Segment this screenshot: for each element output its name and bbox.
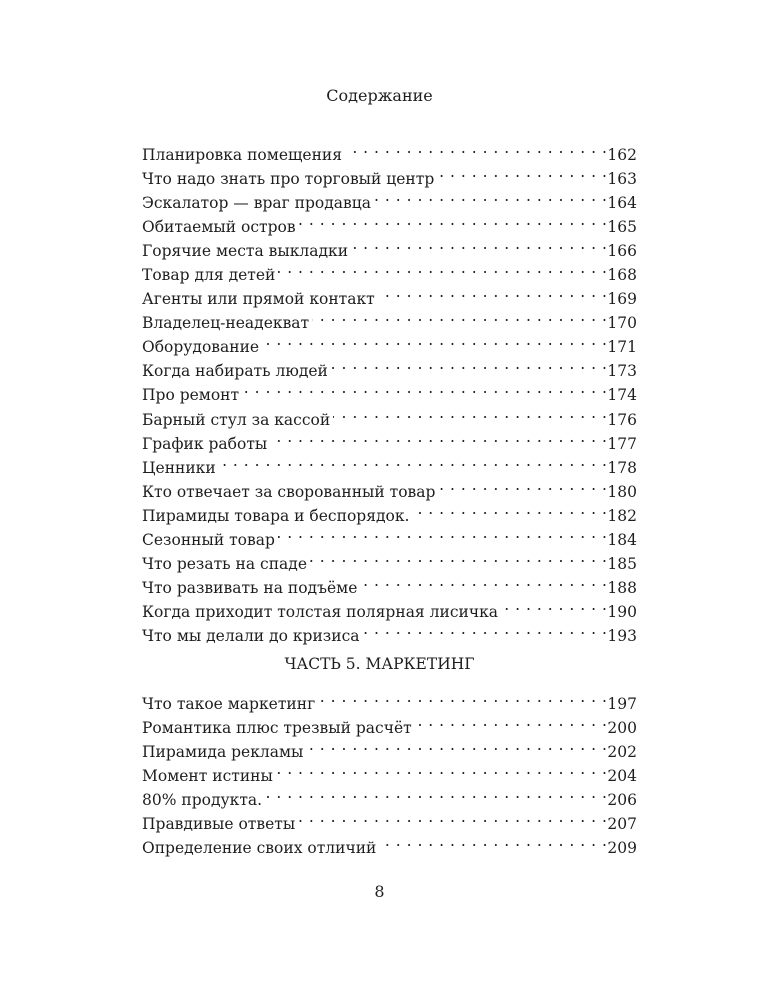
toc-entry-page: 165: [607, 218, 637, 237]
leader-dots: [412, 497, 607, 521]
leader-dots: [219, 449, 608, 473]
toc-entry-title: Пирамида рекламы: [142, 743, 304, 762]
toc-entry-page: 169: [607, 290, 637, 309]
toc-entry: [142, 136, 637, 164]
toc-entry-title: Момент истины: [142, 767, 273, 786]
toc-entry-page: 185: [607, 554, 637, 573]
toc-entry-page: 162: [607, 146, 637, 164]
leader-dots: [415, 709, 608, 733]
toc-entry-title: Барный стул за кассой: [142, 410, 331, 429]
toc-entry-page: 178: [607, 458, 637, 477]
leader-dots: [379, 829, 607, 853]
toc-entry-title: Сезонный товар: [142, 530, 275, 549]
leader-dots: [306, 733, 607, 757]
toc-entry-page: 163: [607, 170, 637, 189]
toc-entry-page: 182: [607, 506, 637, 525]
toc-entry-page: 209: [607, 839, 637, 858]
toc-entry-page: 173: [607, 362, 637, 381]
leader-dots: [345, 136, 607, 160]
toc-entry-page: 188: [607, 578, 637, 597]
toc-entry-title: Владелец-неадекват: [142, 314, 310, 333]
leader-dots: [270, 425, 607, 449]
leader-dots: [298, 805, 607, 829]
leader-dots: [276, 757, 608, 781]
toc-entry-title: Что такое маркетинг: [142, 695, 316, 713]
leader-dots: [333, 401, 607, 425]
toc-entry-page: 176: [607, 410, 637, 429]
toc-entry-page: 177: [607, 434, 637, 453]
leader-dots: [262, 328, 607, 352]
toc-entry-page: 171: [607, 338, 637, 357]
leader-dots: [312, 304, 607, 328]
toc-entry-title: 80% продукта.: [142, 791, 263, 810]
leader-dots: [378, 280, 608, 304]
toc-entry-page: 197: [607, 695, 637, 713]
toc-entry-title: Когда приходит толстая полярная лисичка: [142, 602, 499, 621]
toc-entry-title: Что мы делали до кризиса: [142, 626, 360, 645]
toc-entry-title: Определение своих отличий: [142, 839, 377, 858]
toc-entry-title: Обитаемый остров: [142, 218, 296, 237]
toc-entry-title: Оборудование: [142, 338, 260, 357]
toc-entry-page: 166: [607, 242, 637, 261]
toc-list: [142, 136, 637, 645]
leader-dots: [363, 617, 608, 641]
toc-entry-page: 202: [607, 743, 637, 762]
toc-entry-title: Планировка помещения: [142, 146, 343, 164]
toc-list-marketing: [142, 685, 637, 858]
toc-entry-page: 204: [607, 767, 637, 786]
leader-dots: [331, 352, 608, 376]
toc-entry-title: Что резать на спаде: [142, 554, 308, 573]
leader-dots: [374, 184, 607, 208]
page-title: Содержание: [326, 86, 433, 105]
toc-entry-title: Что надо знать про торговый центр: [142, 170, 435, 189]
toc-entry-page: 206: [607, 791, 637, 810]
toc-entry-title: Агенты или прямой контакт: [142, 290, 375, 309]
toc-entry-page: 190: [607, 602, 637, 621]
toc-entry-page: 193: [607, 626, 637, 645]
leader-dots: [242, 376, 607, 400]
toc-entry-page: 200: [607, 719, 637, 738]
toc-entry-page: 180: [607, 482, 637, 501]
leader-dots: [278, 256, 607, 280]
toc-entry-page: 207: [607, 815, 637, 834]
toc-entry-title: Правдивые ответы: [142, 815, 296, 834]
toc-entry-title: Когда набирать людей: [142, 362, 328, 381]
toc-entry-title: Про ремонт: [142, 386, 240, 405]
leader-dots: [360, 569, 607, 593]
toc-entry-page: 170: [607, 314, 637, 333]
toc-entry-title: Эскалатор — враг продавца: [142, 194, 371, 213]
leader-dots: [318, 685, 607, 709]
toc-entry-title: Ценники: [142, 458, 216, 477]
leader-dots: [501, 593, 607, 617]
toc-entry-title: Романтика плюс трезвый расчёт: [142, 719, 412, 738]
leader-dots: [438, 473, 607, 497]
leader-dots: [278, 521, 608, 545]
toc-entry-page: 184: [607, 530, 637, 549]
toc-entry: [142, 685, 637, 713]
toc-entry-page: 164: [607, 194, 637, 213]
leader-dots: [437, 160, 607, 184]
part-heading: ЧАСТЬ 5. МАРКЕТИНГ: [284, 655, 475, 673]
leader-dots: [265, 781, 607, 805]
toc-entry-title: Горячие места выкладки: [142, 242, 349, 261]
toc-entry-title: Пирамиды товара и беспорядок.: [142, 506, 410, 525]
toc-entry-page: 174: [607, 386, 637, 405]
toc-entry-title: График работы: [142, 434, 268, 453]
toc-entry-page: 168: [607, 266, 637, 285]
toc-entry-title: Что развивать на подъёме: [142, 578, 358, 597]
leader-dots: [310, 545, 607, 569]
toc-entry-title: Кто отвечает за сворованный товар: [142, 482, 436, 501]
leader-dots: [299, 208, 608, 232]
toc-entry-title: Товар для детей: [142, 266, 276, 285]
leader-dots: [351, 232, 607, 256]
page-number: 8: [374, 882, 385, 901]
